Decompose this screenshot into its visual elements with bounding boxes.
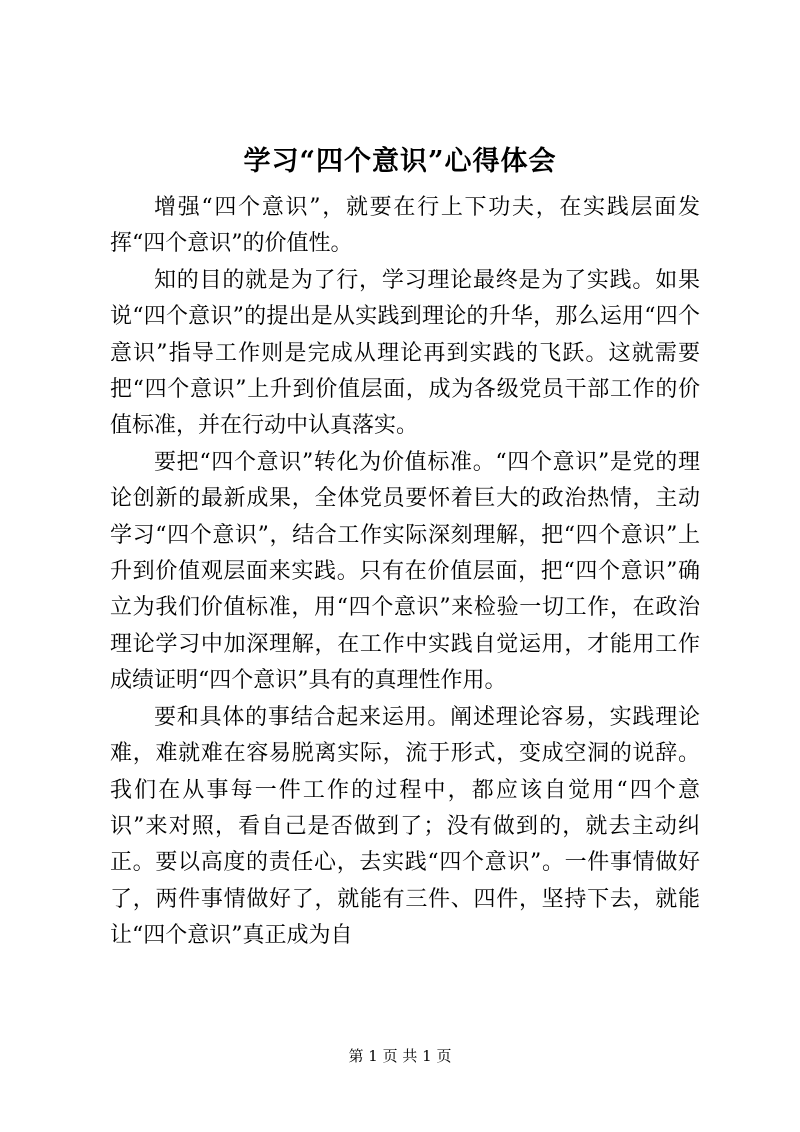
paragraph-1: 增强“四个意识”，就要在行上下功夫，在实践层面发挥“四个意识”的价值性。 <box>110 195 700 257</box>
document-title: 学习“四个意识”心得体会 <box>243 146 557 177</box>
page-footer: 第 1 页 共 1 页 <box>348 1047 452 1065</box>
paragraph-3: 要把“四个意识”转化为价值标准。“四个意识”是党的理论创新的最新成果，全体党员要怀着巨大的政治热情，主动学习“四个意识”，结合工作实际深刻理解，把“四个意识”上升到价值观层面来实践。只有在价值层面，把“四个意识”确立为我们价值标准，用“四个意识”来检验一切工作，在政治理论学习中加深理解，在工作中实践自觉运用，才能用工作成绩证明“四个意识”具有的真理性作用。 <box>110 449 700 694</box>
document-body <box>110 190 700 955</box>
paragraph-4: 要和具体的事结合起来运用。阐述理论容易，实践理论难，难就难在容易脱离实际，流于形式，变成空洞的说辞。我们在从事每一件工作的过程中，都应该自觉用“四个意识”来对照，看自己是否做到了；没有做到的，就去主动纠正。要以高度的责任心，去实践“四个意识”。一件事情做好了，两件事情做好了，就能有三件、四件，坚持下去，就能让“四个意识”真正成为自 <box>110 704 700 949</box>
paragraph-2: 知的目的就是为了行，学习理论最终是为了实践。如果说“四个意识”的提出是从实践到理论的升华，那么运用“四个意识”指导工作则是完成从理论再到实践的飞跃。这就需要把“四个意识”上升到价值层面，成为各级党员干部工作的价值标准，并在行动中认真落实。 <box>110 267 700 439</box>
